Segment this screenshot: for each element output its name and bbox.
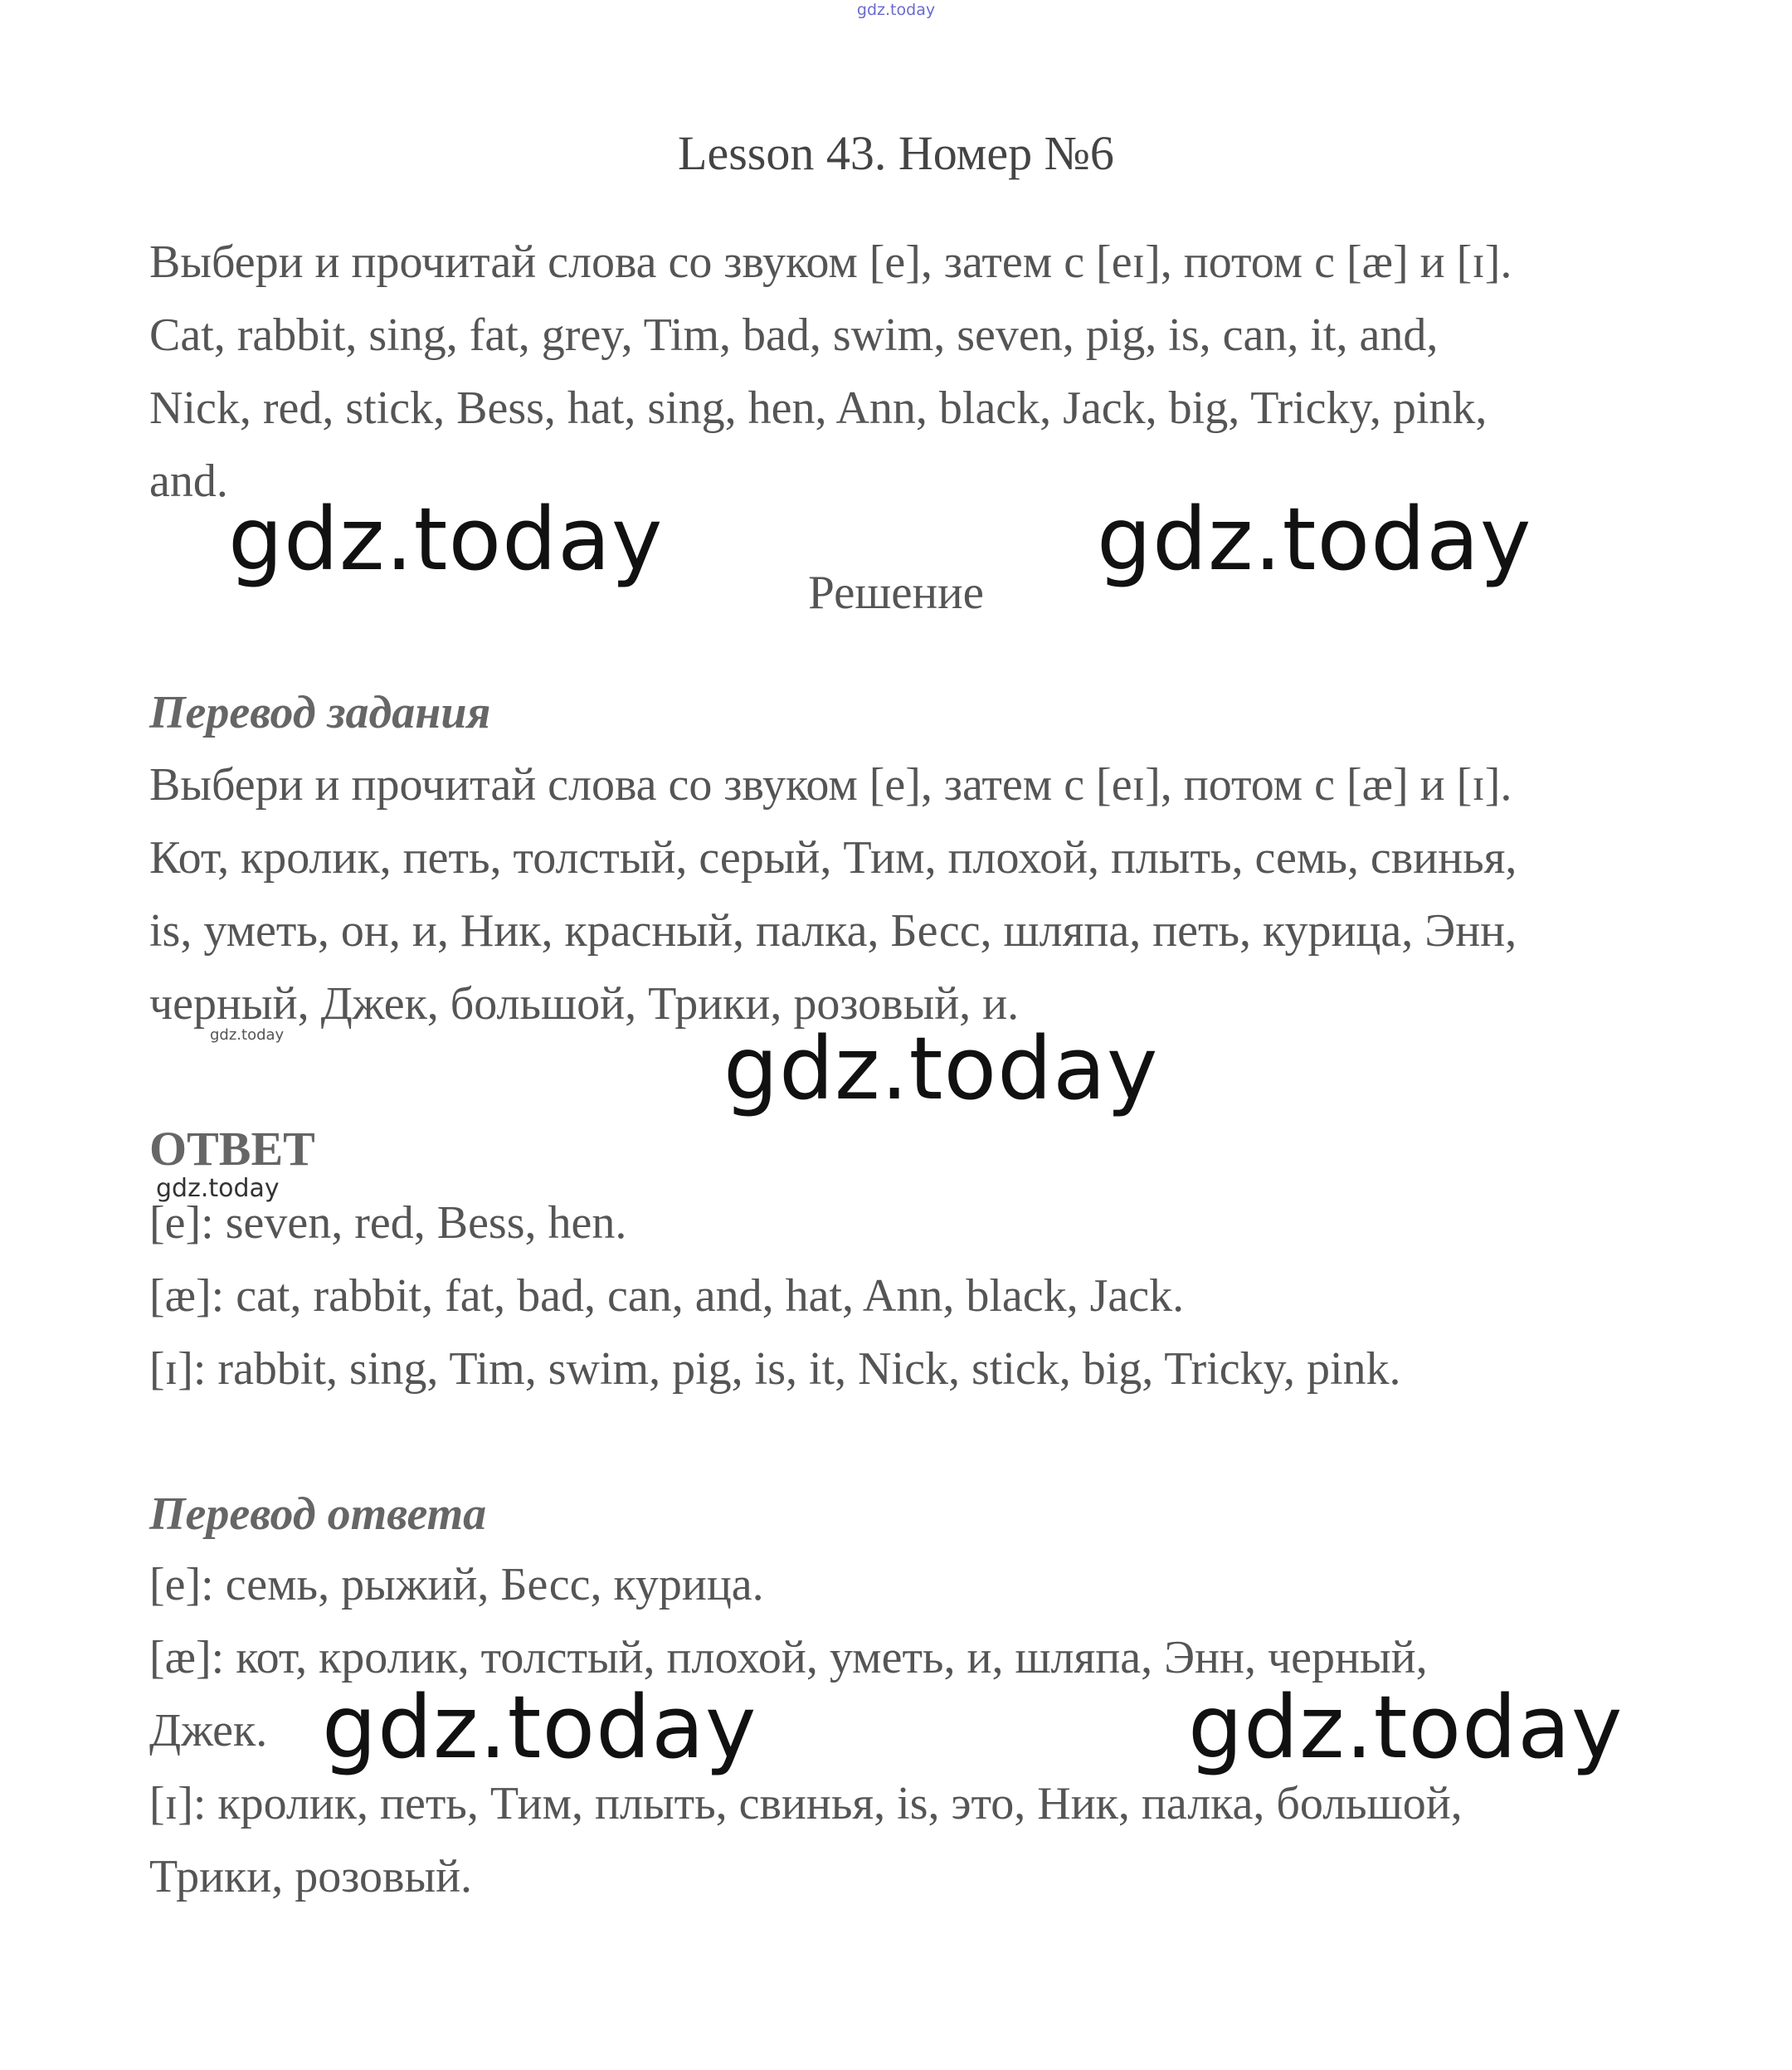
answer-paragraph: [149, 1186, 1643, 1405]
answer-heading: ОТВЕТ: [149, 1122, 315, 1176]
watermark-gdz-today: gdz.today: [1188, 1677, 1624, 1778]
watermark-gdz-today: gdz.today: [1097, 489, 1532, 590]
translation-task-line: черный, Джек, большой, Трики, розовый, и.: [149, 978, 1020, 1030]
answer-line: [ɪ]: rabbit, sing, Tim, swim, pig, is, it, Nick, stick, big, Tricky, pink.: [149, 1343, 1401, 1395]
translation-answer-line: [e]: семь, рыжий, Бесс, курица.: [149, 1559, 764, 1610]
translation-answer-line: Трики, розовый.: [149, 1851, 473, 1902]
translation-task-line: Кот, кролик, петь, толстый, серый, Тим, плохой, плыть, семь, свинья,: [149, 832, 1517, 884]
task-line: Nick, red, stick, Bess, hat, sing, hen, Ann, black, Jack, big, Tricky, pink,: [149, 382, 1488, 434]
translation-answer-heading: Перевод ответа: [149, 1488, 487, 1540]
watermark-gdz-today: gdz.today: [322, 1677, 757, 1778]
translation-task-paragraph: [149, 748, 1643, 1040]
solution-label: Решение: [808, 567, 984, 619]
watermark-gdz-today: gdz.today: [228, 489, 664, 590]
answer-line: [æ]: cat, rabbit, fat, bad, can, and, hat, Ann, black, Jack.: [149, 1270, 1185, 1322]
translation-answer-line: [æ]: кот, кролик, толстый, плохой, уметь, и, шляпа, Энн, черный,: [149, 1632, 1428, 1683]
translation-task-line: is, уметь, он, и, Ник, красный, палка, Бесс, шляпа, петь, курица, Энн,: [149, 905, 1517, 957]
watermark-gdz-today-small: gdz.today: [156, 1174, 280, 1203]
answer-line: [e]: seven, red, Bess, hen.: [149, 1197, 627, 1249]
top-watermark: gdz.today: [856, 1, 936, 19]
translation-answer-line: Джек.: [149, 1705, 268, 1756]
page-title: Lesson 43. Номер №6: [678, 126, 1114, 180]
translation-task-heading: Перевод задания: [149, 687, 491, 738]
translation-answer-line: [ɪ]: кролик, петь, Тим, плыть, свинья, is, это, Ник, палка, большой,: [149, 1778, 1463, 1829]
task-line: Выбери и прочитай слова со звуком [e], затем с [eɪ], потом с [æ] и [ɪ].: [149, 236, 1512, 288]
task-line: Cat, rabbit, sing, fat, grey, Tim, bad, swim, seven, pig, is, can, it, and,: [149, 309, 1439, 361]
watermark-gdz-today: gdz.today: [723, 1018, 1159, 1119]
task-line: and.: [149, 455, 228, 507]
watermark-gdz-today-tiny: gdz.today: [210, 1026, 285, 1044]
task-paragraph: [149, 226, 1643, 518]
translation-task-line: Выбери и прочитай слова со звуком [e], затем с [eɪ], потом с [æ] и [ɪ].: [149, 759, 1512, 811]
